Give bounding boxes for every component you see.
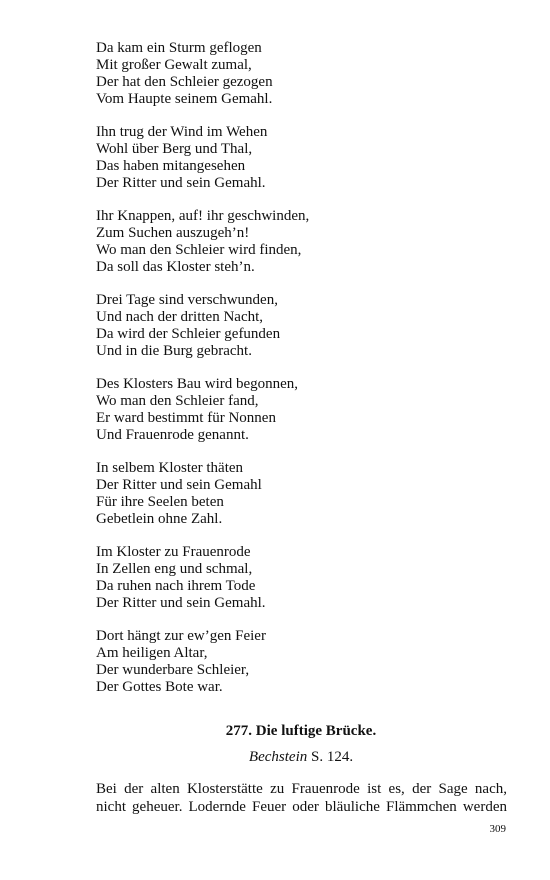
poem-line: In selbem Kloster thäten: [96, 460, 244, 476]
poem-line: Der Ritter und sein Gemahl.: [96, 175, 266, 191]
poem-line: Der wunderbare Schleier,: [96, 662, 250, 678]
poem-line: Für ihre Seelen beten: [96, 494, 224, 510]
poem-line: Der Ritter und sein Gemahl: [96, 477, 262, 493]
stanza: [96, 124, 309, 192]
poem-line: Am heiligen Altar,: [96, 645, 208, 661]
poem-line: Der hat den Schleier gezogen: [96, 74, 273, 90]
poem: [96, 40, 309, 712]
poem-line: Da soll das Kloster steh’n.: [96, 259, 255, 275]
poem-line: Und Frauenrode genannt.: [96, 427, 249, 443]
poem-line: In Zellen eng und schmal,: [96, 561, 253, 577]
poem-line: Des Klosters Bau wird begonnen,: [96, 376, 299, 392]
poem-line: Der Ritter und sein Gemahl.: [96, 595, 266, 611]
prose-line: Bei der alten Klosterstätte zu Frauenrode ist es, der Sage nach,: [96, 781, 507, 797]
poem-line: Das haben mitangesehen: [96, 158, 246, 174]
prose-line: nicht geheuer. Lodernde Feuer oder bläuliche Flämmchen werden: [96, 799, 507, 815]
stanza: [96, 376, 309, 444]
section-heading: 277. Die luftige Brücke.: [225, 723, 377, 739]
poem-line: Zum Suchen auszugeh’n!: [96, 225, 250, 241]
poem-line: Ihr Knappen, auf! ihr geschwinden,: [96, 208, 310, 224]
page-number: 309: [489, 823, 506, 835]
stanza: [96, 292, 309, 360]
poem-line: Vom Haupte seinem Gemahl.: [96, 91, 273, 107]
stanza: [96, 460, 309, 528]
poem-line: Und in die Burg gebracht.: [96, 343, 252, 359]
poem-line: Wo man den Schleier wird finden,: [96, 242, 302, 258]
poem-line: Gebetlein ohne Zahl.: [96, 511, 223, 527]
poem-line: Der Gottes Bote war.: [96, 679, 223, 695]
poem-line: Da kam ein Sturm geflogen: [96, 40, 262, 56]
source-citation: [96, 748, 506, 766]
stanza: [96, 40, 309, 108]
stanza: [96, 628, 309, 696]
poem-line: Mit großer Gewalt zumal,: [96, 57, 252, 73]
poem-line: Und nach der dritten Nacht,: [96, 309, 264, 325]
poem-line: Drei Tage sind verschwunden,: [96, 292, 278, 308]
poem-line: Ihn trug der Wind im Wehen: [96, 124, 268, 140]
poem-line: Wo man den Schleier fand,: [96, 393, 259, 409]
poem-line: Dort hängt zur ew’gen Feier: [96, 628, 266, 644]
stanza: [96, 208, 309, 276]
prose-paragraph: [96, 780, 507, 816]
stanza: [96, 544, 309, 612]
poem-line: Da wird der Schleier gefunden: [96, 326, 281, 342]
poem-line: Er ward bestimmt für Nonnen: [96, 410, 276, 426]
poem-line: Wohl über Berg und Thal,: [96, 141, 253, 157]
source-reference: S. 124.: [307, 749, 354, 765]
poem-line: Im Kloster zu Frauenrode: [96, 544, 251, 560]
poem-line: Da ruhen nach ihrem Tode: [96, 578, 256, 594]
source-author: Bechstein: [248, 749, 308, 765]
